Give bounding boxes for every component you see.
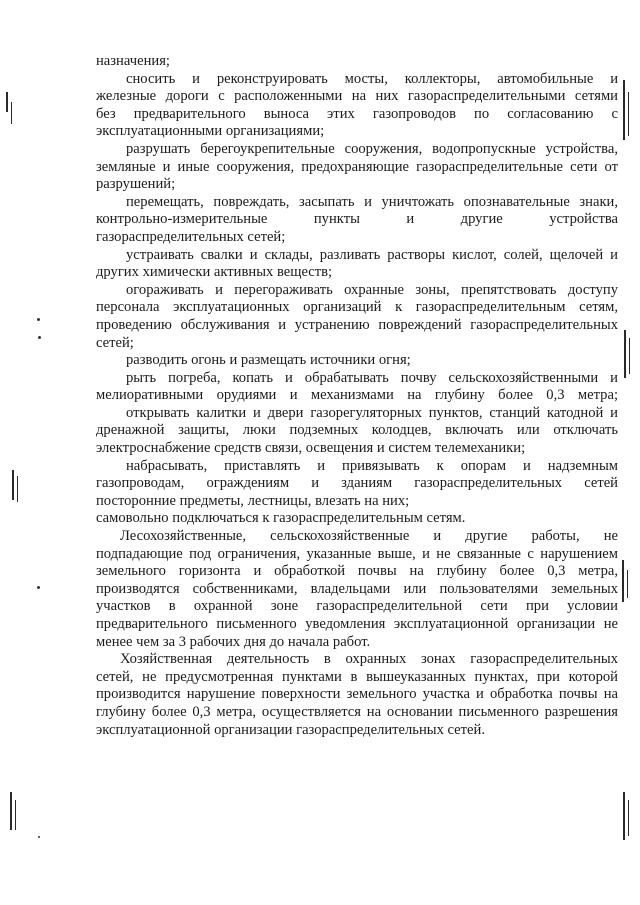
text-line: открывать калитки и двери газорегуляторных пунктов, станций катодной и	[126, 404, 618, 421]
text-line: самовольно подключаться к газораспределительным сетям.	[96, 510, 466, 527]
text-line: контрольно-измерительные пункты и другие устройства	[96, 211, 618, 228]
text-line: железные дороги с расположенными на них газораспределительными сетями	[96, 88, 618, 105]
scan-artifact	[6, 92, 8, 112]
scan-artifact	[628, 92, 629, 136]
scan-artifact	[37, 586, 40, 589]
scan-artifact	[627, 570, 628, 598]
text-line: сносить и реконструировать мосты, коллекторы, автомобильные и	[126, 70, 618, 87]
scan-artifact	[11, 102, 12, 124]
text-line: эксплуатационными организациями;	[96, 123, 325, 140]
text-line: рыть погреба, копать и обрабатывать почву сельскохозяйственными и	[126, 369, 618, 386]
text-line: глубину более 0,3 метра, осуществляется на основании письменного разрешения	[96, 703, 618, 720]
text-line: производятся собственниками, владельцами или пользователями земельных	[96, 580, 618, 597]
scan-artifact	[38, 836, 40, 838]
text-line: участков в охранной зоне газораспределительной сети при условии	[96, 598, 618, 615]
text-line: мелиоративными орудиями и механизмами на глубину более 0,3 метра;	[96, 387, 618, 404]
text-line: газораспределительных сетей;	[96, 228, 286, 245]
text-line: менее чем за 3 рабочих дня до начала работ.	[96, 633, 371, 650]
text-line: сетей, не предусмотренная пунктами в вышеуказанных пунктах, при которой	[96, 668, 618, 685]
text-line: персонала эксплуатационных организаций к газораспределительным сетям,	[96, 299, 618, 316]
text-line: предварительного письменного уведомления эксплуатационной организации не	[96, 616, 618, 632]
scan-artifact	[624, 330, 626, 378]
text-line: Лесохозяйственные, сельскохозяйственные и другие работы, не	[120, 528, 618, 545]
text-line: производится нарушение поверхности земельного участка и обработка почвы на	[96, 686, 618, 703]
scan-artifact	[628, 800, 629, 836]
text-line: дренажной защиты, люки подземных колодцев, включать или отключать	[96, 422, 618, 439]
text-line: проведению обслуживания и устранению повреждений газораспределительных	[96, 316, 618, 333]
text-line: Хозяйственная деятельность в охранных зонах газораспределительных	[120, 651, 618, 668]
scan-artifact	[37, 318, 40, 321]
document-body	[96, 53, 618, 739]
text-line: разрушать берегоукрепительные сооружения, водопропускные устройства,	[126, 140, 618, 157]
scan-artifact	[38, 336, 41, 339]
text-line: устраивать свалки и склады, разливать растворы кислот, солей, щелочей и	[126, 246, 618, 263]
text-line: без предварительного выноса этих газопроводов по согласованию с	[96, 105, 618, 122]
scan-artifact	[12, 470, 14, 500]
text-line: других химически активных веществ;	[96, 264, 333, 281]
text-line: посторонние предметы, лестницы, влезать на них;	[96, 492, 410, 509]
text-line: земельного горизонта и обработкой почвы на глубину более 0,3 метра,	[96, 563, 618, 580]
scan-artifact	[10, 792, 12, 830]
scan-artifact	[623, 792, 625, 840]
text-line: газопроводам, ограждениям и зданиям газораспределительных сетей	[96, 475, 618, 492]
text-line: назначения;	[96, 53, 170, 69]
text-line: подпадающие под ограничения, указанные выше, и не связанные с нарушением	[96, 545, 618, 562]
text-line: разрушений;	[96, 176, 176, 193]
scan-artifact	[15, 800, 16, 830]
scan-artifact	[629, 338, 630, 374]
scan-artifact	[622, 560, 624, 602]
text-line: разводить огонь и размещать источники огня;	[126, 352, 411, 369]
text-line: перемещать, повреждать, засыпать и уничтожать опознавательные знаки,	[126, 193, 618, 210]
scan-artifact	[623, 80, 625, 140]
text-line: электроснабжение средств связи, освещения и систем телемеханики;	[96, 440, 526, 457]
text-line: огораживать и перегораживать охранные зоны, препятствовать доступу	[126, 281, 618, 298]
text-line: земляные и иные сооружения, предохраняющие газораспределительные сети от	[96, 158, 618, 175]
text-line: сетей;	[96, 334, 134, 351]
text-line: набрасывать, приставлять и привязывать к опорам и надземным	[126, 457, 618, 474]
text-line: эксплуатационной организации газораспределительных сетей.	[96, 721, 485, 738]
scan-artifact	[17, 476, 18, 502]
